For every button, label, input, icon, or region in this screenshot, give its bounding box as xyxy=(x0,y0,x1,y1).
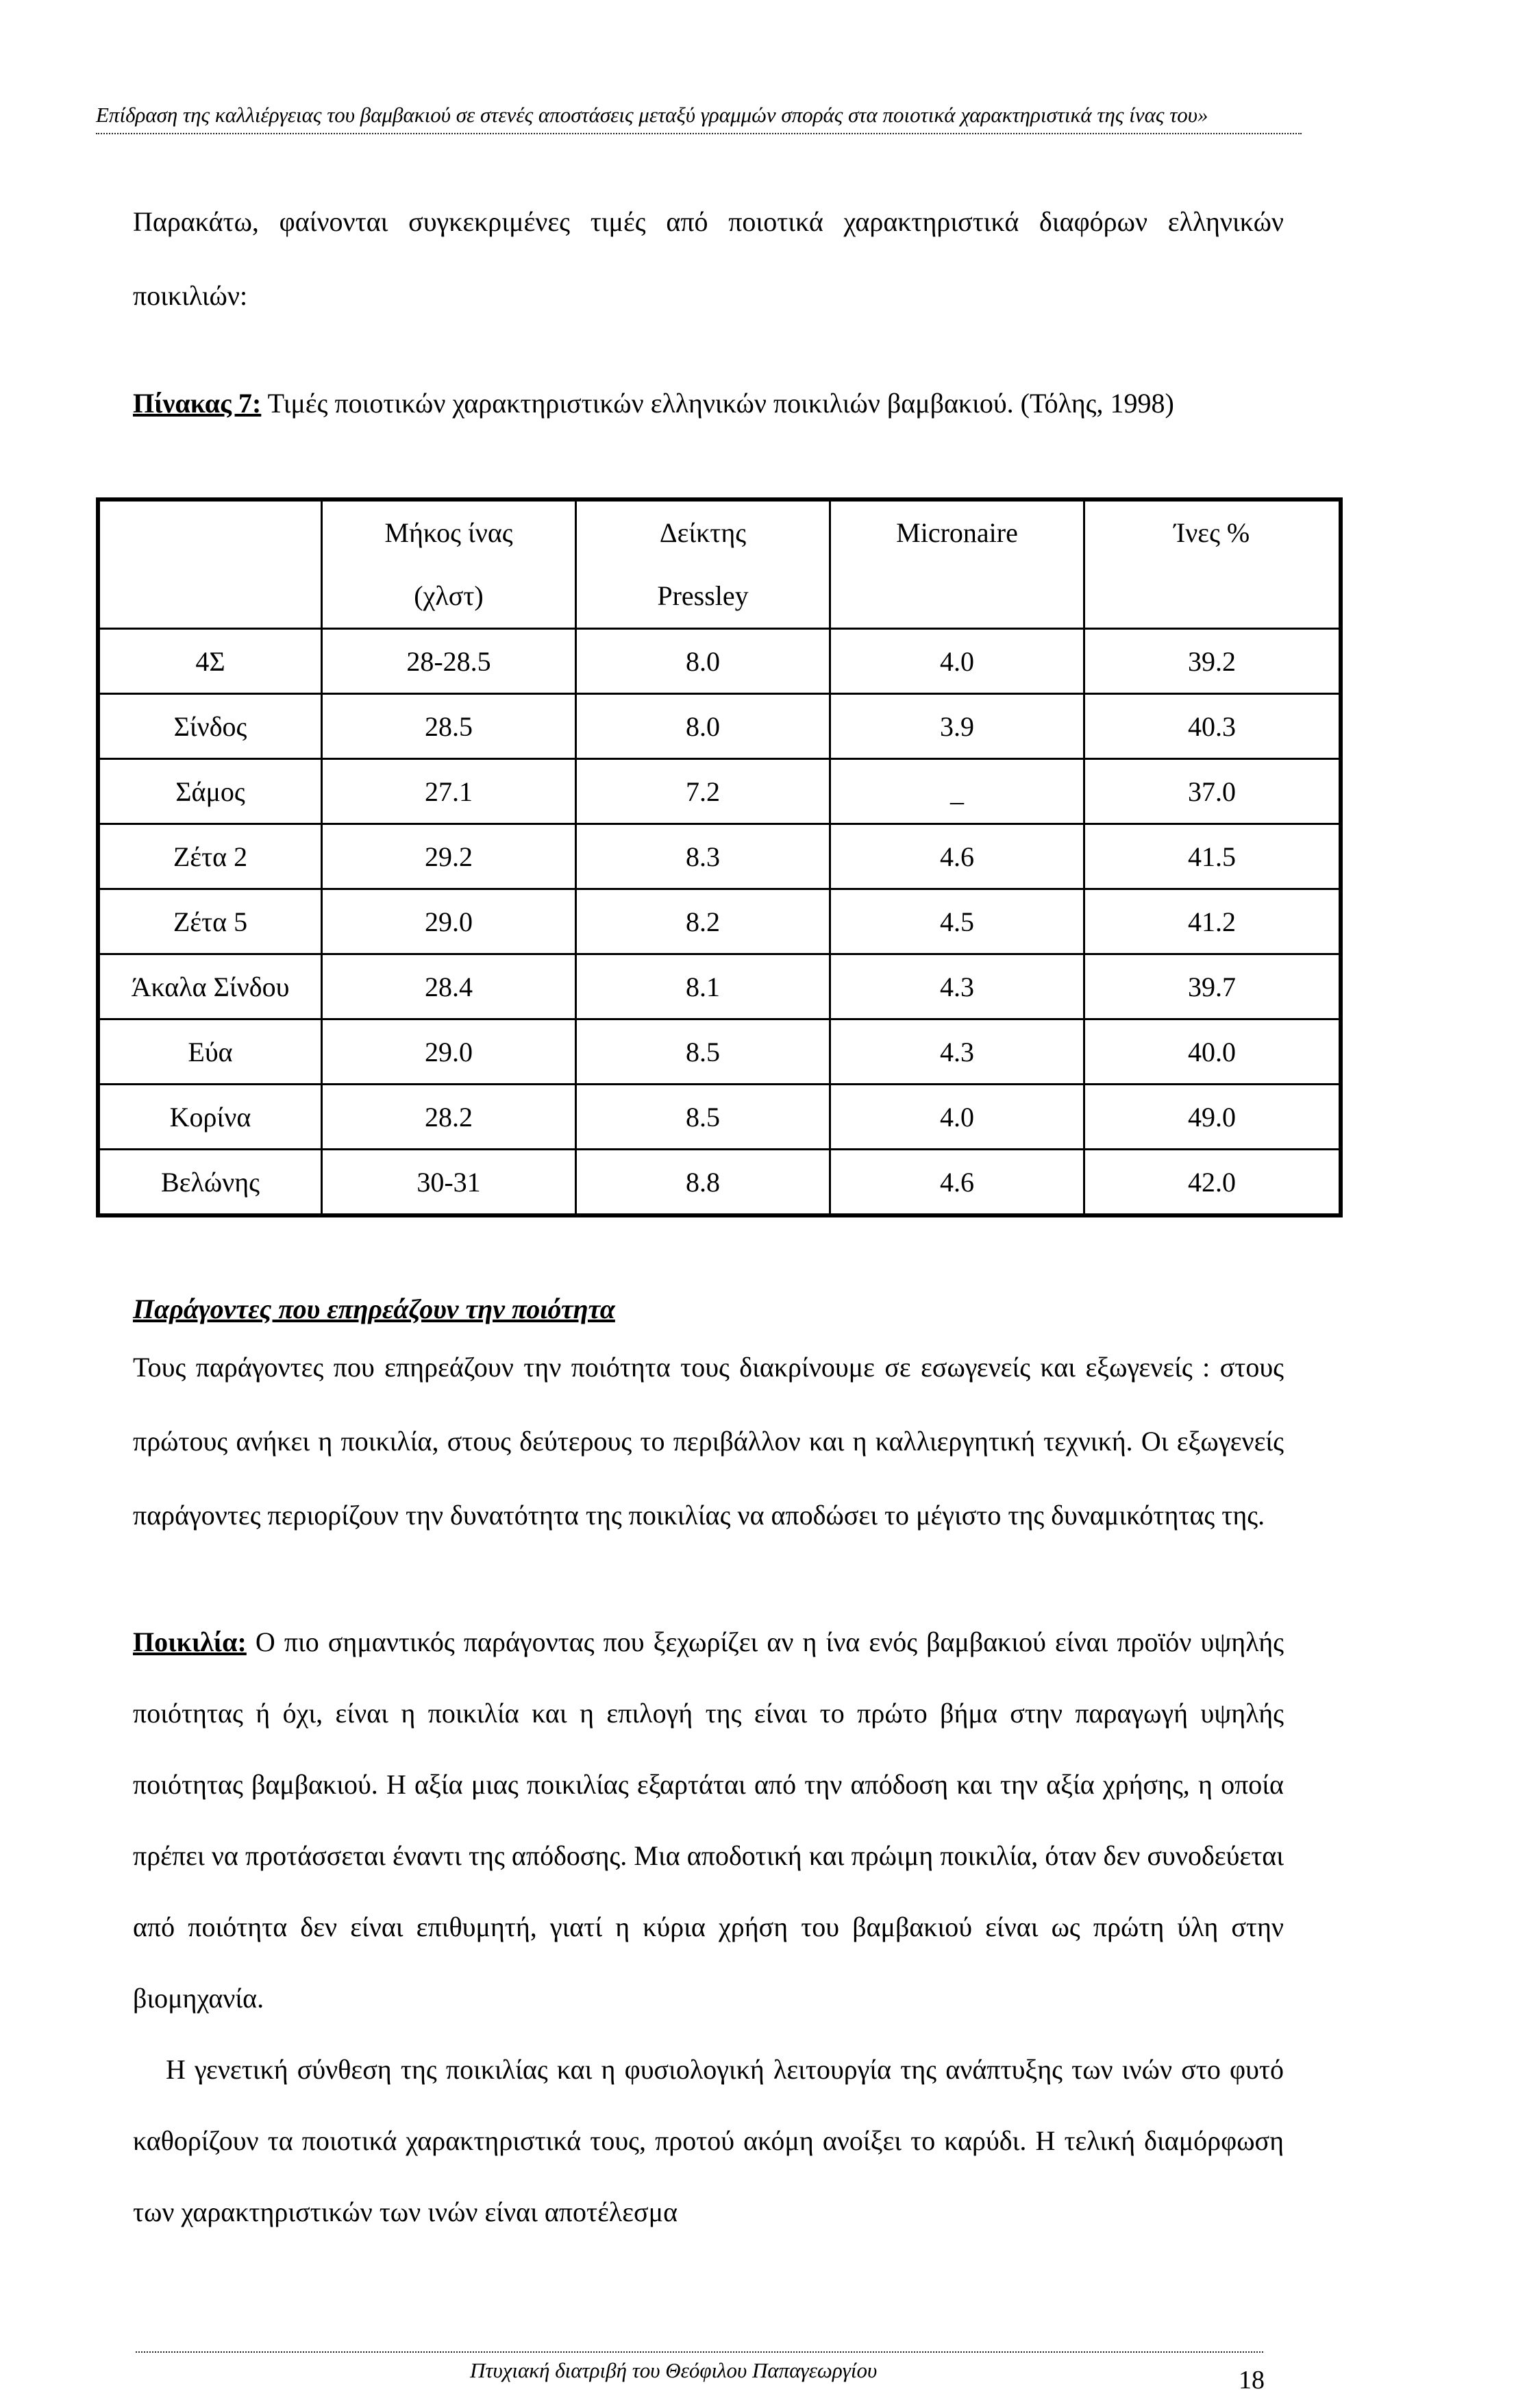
section-heading-quality-factors xyxy=(133,1292,615,1326)
section-heading-text: Παράγοντες που επηρεάζουν την ποιότητα xyxy=(133,1294,615,1324)
variety-section xyxy=(133,1607,1284,2248)
table-value-cell: 8.1 xyxy=(576,954,830,1019)
table-value-cell: 8.5 xyxy=(576,1019,830,1085)
variety-name-cell: Ζέτα 5 xyxy=(98,889,322,954)
table-value-cell: 41.5 xyxy=(1084,824,1341,889)
page-number: 18 xyxy=(1239,2366,1265,2395)
intro-paragraph: Παρακάτω, φαίνονται συγκεκριμένες τιμές από ποιοτικά χαρακτηριστικά διαφόρων ελληνικών ποικιλιών: xyxy=(133,206,1284,311)
header-cell-pressley xyxy=(576,499,830,629)
table-row xyxy=(98,889,1341,954)
genetics-paragraph: Η γενετική σύνθεση της ποικιλίας και η φυσιολογική λειτουργία της ανάπτυξης των ινών στο φυτό καθορίζουν τα ποιοτικά χαρακτηριστικά τους, προτού ακόμη ανοίξει το καρύδι. Η τελική διαμόρφωση των χαρακτηριστικών των ινών είναι αποτέλεσμα xyxy=(133,2054,1284,2227)
header-line: Pressley xyxy=(657,580,749,611)
variety-name-cell: Άκαλα Σίνδου xyxy=(98,954,322,1019)
running-header: Επίδραση της καλλιέργειας του βαμβακιού σε στενές αποστάσεις μεταξύ γραμμών σποράς στα ποιοτικά χαρακτηριστικά της ίνας του» xyxy=(96,101,1302,134)
header-cell-fiber-length xyxy=(322,499,576,629)
table-caption-text: Τιμές ποιοτικών χαρακτηριστικών ελληνικών ποικιλιών βαμβακιού. (Τόλης, 1998) xyxy=(261,388,1174,419)
table-value-cell: 8.2 xyxy=(576,889,830,954)
variety-name-cell: Κορίνα xyxy=(98,1085,322,1150)
table-value-cell: 40.0 xyxy=(1084,1019,1341,1085)
table-value-cell: 40.3 xyxy=(1084,694,1341,759)
variety-name-cell: Εύα xyxy=(98,1019,322,1085)
variety-name-cell: Ζέτα 2 xyxy=(98,824,322,889)
variety-name-cell: Σάμος xyxy=(98,759,322,824)
table-header-row xyxy=(98,499,1341,629)
header-line: Μήκος ίνας xyxy=(384,517,513,548)
footer-rule xyxy=(136,2351,1263,2353)
table-body xyxy=(98,629,1341,1216)
table-row xyxy=(98,1150,1341,1216)
table-row xyxy=(98,954,1341,1019)
table-value-cell: 4.6 xyxy=(830,1150,1084,1216)
footer-text: Πτυχιακή διατριβή του Θεόφιλου Παπαγεωργίου xyxy=(470,2358,878,2382)
table-row xyxy=(98,1085,1341,1150)
table-value-cell: 4.0 xyxy=(830,1085,1084,1150)
table-value-cell: 8.8 xyxy=(576,1150,830,1216)
table-row xyxy=(98,1019,1341,1085)
table-value-cell: 30-31 xyxy=(322,1150,576,1216)
table-value-cell: 3.9 xyxy=(830,694,1084,759)
table-value-cell: 29.2 xyxy=(322,824,576,889)
table-value-cell: 28-28.5 xyxy=(322,629,576,694)
table-value-cell: 27.1 xyxy=(322,759,576,824)
variety-name-cell: Σίνδος xyxy=(98,694,322,759)
table-value-cell: 8.5 xyxy=(576,1085,830,1150)
table-value-cell: 4.5 xyxy=(830,889,1084,954)
table-value-cell: 28.2 xyxy=(322,1085,576,1150)
varieties-quality-table xyxy=(96,497,1343,1217)
header-line: Ίνες % xyxy=(1173,517,1250,548)
header-line: (χλστ) xyxy=(414,580,484,611)
table-value-cell: 39.2 xyxy=(1084,629,1341,694)
header-line: Micronaire xyxy=(896,517,1018,548)
table-value-cell: 8.3 xyxy=(576,824,830,889)
variety-name-cell: 4Σ xyxy=(98,629,322,694)
table-value-cell: 4.3 xyxy=(830,1019,1084,1085)
table-value-cell: 28.4 xyxy=(322,954,576,1019)
header-line: Δείκτης xyxy=(659,517,747,548)
table-row xyxy=(98,694,1341,759)
table-value-cell: 49.0 xyxy=(1084,1085,1341,1150)
table-caption xyxy=(133,367,1284,441)
table-value-cell: 29.0 xyxy=(322,889,576,954)
table-value-cell: 41.2 xyxy=(1084,889,1341,954)
variety-label: Ποικιλία: xyxy=(133,1626,247,1657)
variety-paragraph: Ο πιο σημαντικός παράγοντας που ξεχωρίζει αν η ίνα ενός βαμβακιού είναι προϊόν υψηλής ποιότητας ή όχι, είναι η ποικιλία και η επιλογή της είναι το πρώτο βήμα στην παραγωγή υψηλής ποιότητας βαμβακιού. Η αξία μιας ποικιλίας εξαρτάται από την απόδοση και την αξία χρήσης, η οποία πρέπει να προτάσσεται έναντι της απόδοσης. Μια αποδοτική και πρώιμη ποικιλία, όταν δεν συνοδεύεται από ποιότητα δεν είναι επιθυμητή, γιατί η κύρια χρήση του βαμβακιού είναι ως πρώτη ύλη στην βιομηχανία. xyxy=(133,1626,1284,2014)
table-value-cell: 28.5 xyxy=(322,694,576,759)
variety-name-cell: Βελώνης xyxy=(98,1150,322,1216)
table-value-cell: 29.0 xyxy=(322,1019,576,1085)
table-value-cell: _ xyxy=(830,759,1084,824)
table-value-cell: 8.0 xyxy=(576,694,830,759)
table-value-cell: 4.6 xyxy=(830,824,1084,889)
header-cell-variety xyxy=(98,499,322,629)
table-value-cell: 7.2 xyxy=(576,759,830,824)
table-value-cell: 4.3 xyxy=(830,954,1084,1019)
table-row xyxy=(98,759,1341,824)
table-row xyxy=(98,824,1341,889)
table-caption-label: Πίνακας 7: xyxy=(133,388,262,419)
table-value-cell: 42.0 xyxy=(1084,1150,1341,1216)
table-value-cell: 4.0 xyxy=(830,629,1084,694)
quality-factors-paragraph: Τους παράγοντες που επηρεάζουν την ποιότητα τους διακρίνουμε σε εσωγενείς και εξωγενείς : στους πρώτους ανήκει η ποικιλία, στους δεύτερους το περιβάλλον και η καλλιεργητική τεχνική. Οι εξωγενείς παράγοντες περιορίζουν την δυνατότητα της ποικιλίας να αποδώσει το μέγιστο της δυναμικότητας της. xyxy=(133,1352,1284,1531)
header-cell-lint-percent xyxy=(1084,499,1341,629)
table-value-cell: 37.0 xyxy=(1084,759,1341,824)
table-row xyxy=(98,629,1341,694)
table-value-cell: 8.0 xyxy=(576,629,830,694)
table-value-cell: 39.7 xyxy=(1084,954,1341,1019)
header-cell-micronaire xyxy=(830,499,1084,629)
